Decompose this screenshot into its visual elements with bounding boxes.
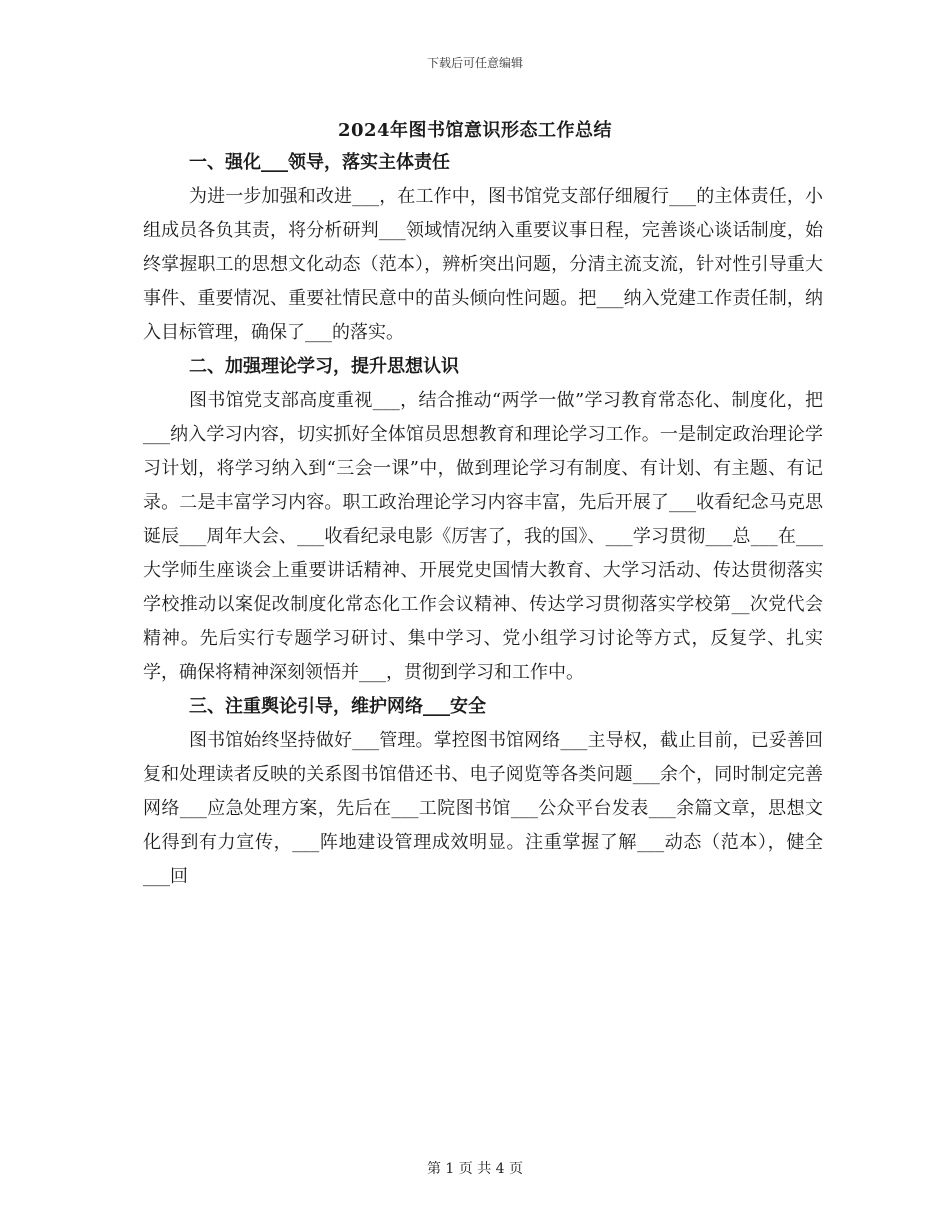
section-heading-3: 三、注重舆论引导，维护网络___安全 <box>189 696 486 717</box>
section-paragraph-2: 图书馆党支部高度重视___，结合推动“两学一做”学习教育常态化、制度化，把___纳入学习内容，切实抓好全体馆员思想教育和理论学习工作。一是制定政治理论学习计划，将学习纳入到“三会一课”中，做到理论学习有制度、有计划、有主题、有记录。二是丰富学习内容。职工政治理论学习内容丰富，先后开展了___收看纪念马克思诞辰___周年大会、___收看纪录电影《厉害了，我的国》、___学习贯彻___总___在___大学师生座谈会上重要讲话精神、开展党史国情大教育、大学习活动、传达贯彻落实学校推动以案促改制度化常态化工作会议精神、传达学习贯彻落实学校第__次党代会精神。先后实行专题学习研讨、集中学习、党小组学习讨论等方式，反复学、扎实学，确保将精神深刻领悟并___，贯彻到学习和工作中。 <box>143 390 823 683</box>
page-number: 第 1 页 共 4 页 <box>426 1161 524 1177</box>
header-note: 下载后可任意编辑 <box>426 56 523 70</box>
document-title: 2024年图书馆意识形态工作总结 <box>337 120 613 141</box>
section-paragraph-3: 图书馆始终坚持做好___管理。掌控图书馆网络___主导权，截止目前，已妥善回复和处理读者反映的关系图书馆借还书、电子阅览等各类问题___余个，同时制定完善网络___应急处理方案，先后在___工院图书馆___公众平台发表___余篇文章，思想文化得到有力宣传，___阵地建设管理成效明显。注重掌握了解___动态（范本），健全___回 <box>143 730 823 887</box>
section-heading-2: 二、加强理论学习，提升思想认识 <box>189 356 459 377</box>
section-heading-1: 一、强化___领导，落实主体责任 <box>189 152 450 173</box>
document-body <box>143 146 823 894</box>
section-paragraph-1: 为进一步加强和改进___，在工作中，图书馆党支部仔细履行___的主体责任，小组成员各负其责，将分析研判___领域情况纳入重要议事日程，完善谈心谈话制度，始终掌握职工的思想文化动态（范本），辨析突出问题，分清主流支流，针对性引导重大事件、重要情况、重要社情民意中的苗头倾向性问题。把___纳入党建工作责任制，纳入目标管理，确保了___的落实。 <box>143 186 823 343</box>
